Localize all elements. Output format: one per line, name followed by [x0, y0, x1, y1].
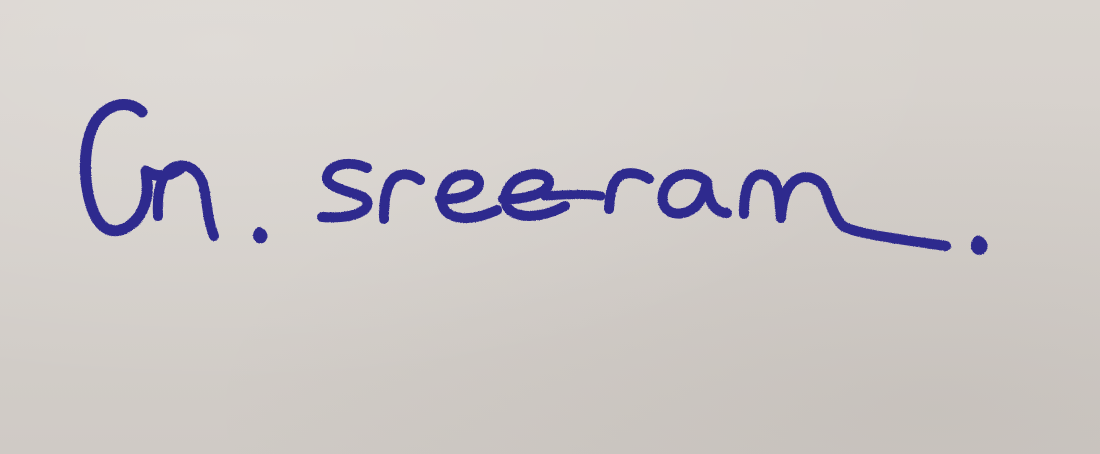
stroke-connector — [545, 194, 601, 196]
stroke-letter-m — [744, 174, 946, 246]
stroke-period-2 — [975, 240, 983, 250]
stroke-period-1 — [257, 231, 263, 239]
stroke-letter-n — [158, 165, 214, 236]
stroke-letter-r — [384, 174, 420, 219]
stroke-letter-a — [663, 174, 727, 214]
stroke-letter-e-1 — [440, 174, 497, 218]
stroke-letter-r-2 — [609, 173, 649, 209]
stroke-letter-s — [322, 164, 367, 218]
